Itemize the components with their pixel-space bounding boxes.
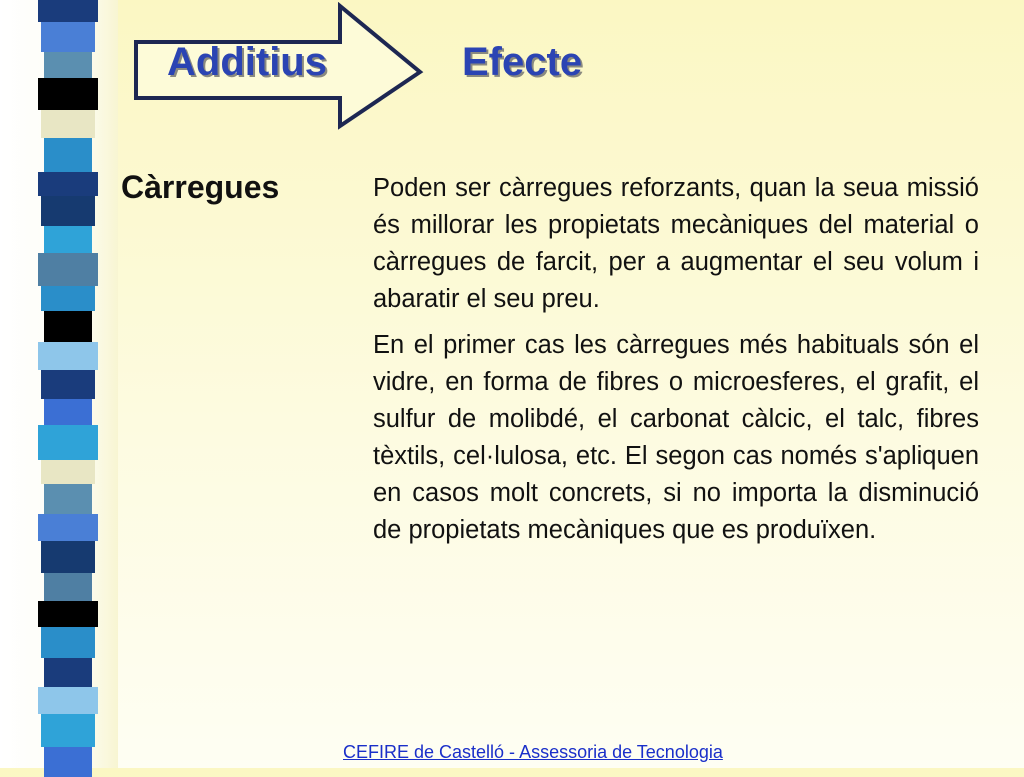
footer-link[interactable]: CEFIRE de Castelló - Assessoria de Tecnologia [343, 742, 723, 762]
decorative-stripe [38, 601, 98, 627]
decorative-stripe [44, 226, 92, 253]
description-paragraph-2: En el primer cas les càrregues més habituals són el vidre, en forma de fibres o microesferes, el grafit, el sulfur de molibdé, el carbonat càlcic, el talc, fibres tèxtils, cel·lulosa, etc. El segon cas només s'apliquen en casos molt concrets, si no importa la disminució de propietats mecàniques que es produïxen. [373, 331, 979, 544]
decorative-stripe [41, 541, 95, 573]
decorative-stripe [38, 425, 98, 460]
description-block [373, 170, 979, 549]
decorative-stripe [41, 22, 95, 52]
description-paragraph-1: Poden ser càrregues reforzants, quan la seua missió és millorar les propietats mecàniques del material o càrregues de farcit, per a augmentar el seu volum i abaratir el seu preu. [373, 174, 979, 313]
decorative-stripe [41, 714, 95, 747]
decorative-stripe [38, 78, 98, 110]
decorative-stripe [41, 286, 95, 311]
decorative-stripe-band [38, 0, 98, 768]
decorative-stripe [38, 514, 98, 541]
decorative-stripe [44, 573, 92, 601]
decorative-stripe [41, 627, 95, 658]
decorative-stripe [41, 110, 95, 138]
decorative-stripe [41, 460, 95, 484]
decorative-stripe [44, 747, 92, 777]
decorative-stripe [41, 196, 95, 226]
term-heading: Càrregues [121, 169, 280, 205]
decorative-stripe [38, 253, 98, 286]
header-title-efecte: Efecte [462, 40, 583, 84]
decorative-stripe [38, 172, 98, 196]
decorative-stripe [44, 399, 92, 425]
decorative-stripe [38, 342, 98, 370]
decorative-stripe [44, 138, 92, 172]
decorative-stripe [38, 687, 98, 714]
decorative-stripe [44, 311, 92, 342]
left-margin [0, 0, 118, 768]
decorative-stripe [44, 484, 92, 514]
decorative-stripe [38, 0, 98, 22]
decorative-stripe [44, 658, 92, 687]
decorative-stripe [41, 370, 95, 399]
header-title-additius: Additius [167, 40, 327, 84]
decorative-stripe [44, 52, 92, 78]
